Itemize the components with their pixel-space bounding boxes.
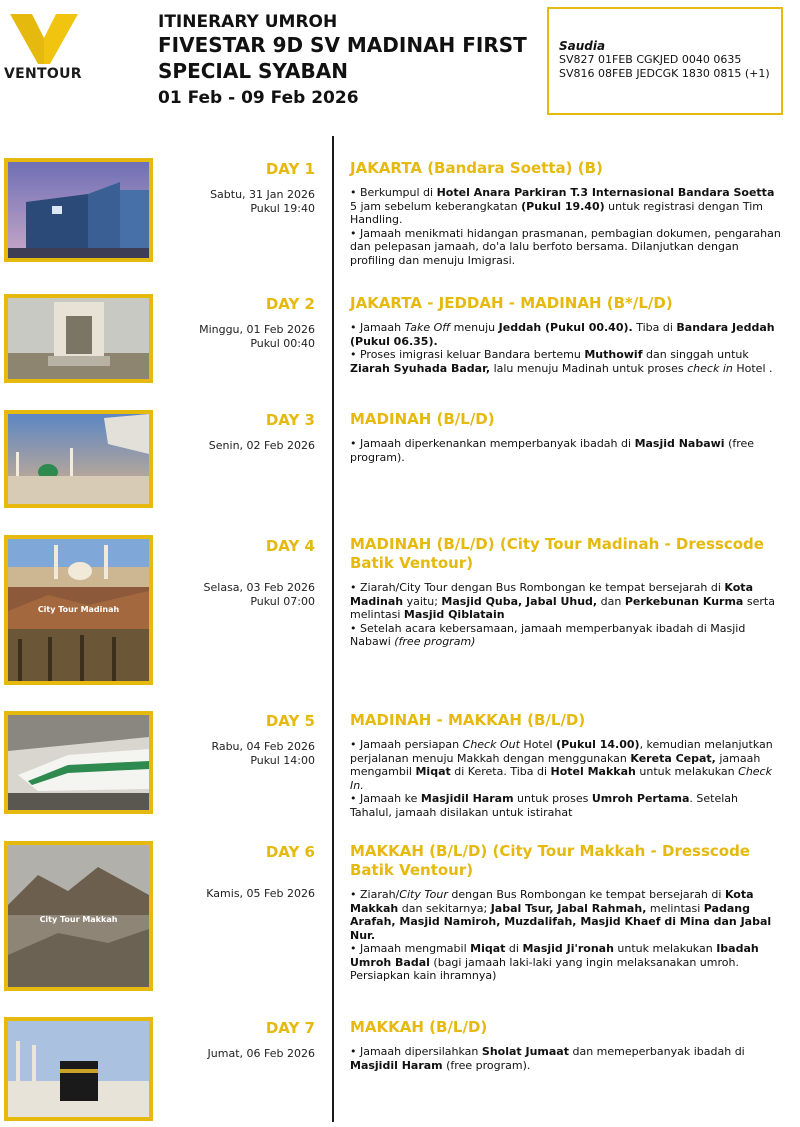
day-7-meta bbox=[160, 1019, 315, 1061]
day-3-desc bbox=[350, 437, 782, 464]
text-segment: menuju bbox=[450, 321, 499, 334]
day-6-body bbox=[350, 842, 782, 983]
text-segment: Masjidil Haram bbox=[420, 792, 514, 805]
day-1-image bbox=[4, 158, 153, 262]
badar-monument-image bbox=[8, 298, 149, 379]
day-4-desc-2 bbox=[350, 622, 782, 649]
text-segment: dengan Bus Rombongan ke tempat bersejarah di bbox=[447, 888, 725, 901]
text-segment: dan sekitarnya; bbox=[398, 901, 491, 915]
text-segment: 5 jam sebelum keberangkatan bbox=[350, 199, 522, 213]
trip-dates: 01 Feb - 09 Feb 2026 bbox=[158, 88, 359, 108]
text-segment: . Setelah Tahalul, jamaah disilakan untuk istirahat bbox=[350, 792, 738, 819]
high-speed-train-image bbox=[8, 715, 149, 810]
day-4-image bbox=[4, 535, 153, 685]
ventour-logo bbox=[4, 14, 84, 86]
text-segment: Ibadah Umroh Badal bbox=[350, 942, 759, 969]
text-segment: dan bbox=[597, 594, 625, 608]
text-segment: Ziarah Syuhada Badar, bbox=[350, 361, 491, 375]
text-segment: yaitu; bbox=[403, 594, 442, 608]
day-6-label: DAY 6 bbox=[265, 843, 315, 861]
text-segment: Take Off bbox=[404, 321, 451, 334]
day-5-time: Pukul 14:00 bbox=[250, 754, 315, 767]
day-6-desc-2 bbox=[350, 942, 782, 983]
day-6-image-caption: City Tour Makkah bbox=[39, 915, 118, 924]
day-2-desc bbox=[350, 321, 782, 348]
day-7-label: DAY 7 bbox=[265, 1019, 315, 1037]
day-4-time: Pukul 07:00 bbox=[250, 595, 315, 608]
text-segment: untuk melakukan bbox=[613, 942, 717, 955]
day-5-desc bbox=[350, 738, 782, 792]
day-4-label: DAY 4 bbox=[265, 537, 315, 555]
text-segment: lalu menuju Madinah untuk proses bbox=[490, 361, 688, 375]
day-2-label: DAY 2 bbox=[265, 295, 315, 313]
text-segment: Masjidil Haram bbox=[350, 1058, 443, 1072]
day-6-desc bbox=[350, 888, 782, 942]
text-segment: di bbox=[505, 942, 523, 955]
airline-name: Saudia bbox=[559, 39, 606, 53]
text-segment: dan memeperbanyak ibadah di bbox=[568, 1045, 745, 1058]
kaaba-image bbox=[8, 1021, 149, 1117]
text-segment: dan singgah untuk bbox=[642, 348, 749, 361]
day-5-image bbox=[4, 711, 153, 814]
text-segment: Perkebunan Kurma bbox=[624, 594, 744, 608]
day-6-image bbox=[4, 841, 153, 991]
day-2-meta bbox=[160, 295, 315, 351]
text-segment: • Ziarah/ bbox=[350, 888, 400, 901]
text-segment: Jabal Tsur, Jabal Rahmah, bbox=[490, 901, 647, 915]
day-2-time: Pukul 00:40 bbox=[250, 337, 315, 350]
day-3-meta bbox=[160, 411, 315, 453]
text-segment: Muthowif bbox=[584, 348, 643, 361]
day-6-title: MAKKAH (B/L/D) (City Tour Makkah - Dresscode Batik Ventour) bbox=[350, 842, 750, 879]
text-segment: • Jamaah mengmabil bbox=[350, 942, 471, 955]
text-segment: (Pukul 19.40) bbox=[521, 199, 605, 213]
text-segment: Hotel Makkah bbox=[550, 765, 636, 778]
day-7-desc bbox=[350, 1045, 782, 1072]
day-5-title: MADINAH - MAKKAH (B/L/D) bbox=[350, 711, 586, 729]
flight-leg-return: SV816 08FEB JEDCGK 1830 0815 (+1) bbox=[559, 67, 770, 80]
day-1-date: Sabtu, 31 Jan 2026 bbox=[210, 188, 315, 201]
text-segment: (free program). bbox=[350, 437, 755, 464]
day-3-image bbox=[4, 410, 153, 508]
text-segment: Tiba di bbox=[632, 321, 677, 334]
brand-name: VENTOUR bbox=[4, 66, 82, 82]
text-segment: Kereta Cepat, bbox=[630, 751, 716, 765]
title-line-3: SPECIAL SYABAN bbox=[158, 59, 348, 83]
text-segment: • Jamaah ke bbox=[350, 792, 421, 805]
day-1-time: Pukul 19:40 bbox=[250, 202, 315, 215]
text-segment: (bagi jamaah laki-laki yang ingin melaksanakan umroh. Persiapkan kain ihramnya) bbox=[350, 955, 739, 982]
day-3-date: Senin, 02 Feb 2026 bbox=[208, 439, 315, 452]
text-segment: Sholat Jumaat bbox=[481, 1045, 569, 1058]
day-3-title: MADINAH (B/L/D) bbox=[350, 410, 495, 428]
timeline-divider bbox=[332, 136, 334, 1122]
day-3-body bbox=[350, 410, 782, 464]
day-6-date: Kamis, 05 Feb 2026 bbox=[206, 887, 315, 900]
text-segment: Masjid Qiblatain bbox=[403, 608, 505, 621]
day-2-date: Minggu, 01 Feb 2026 bbox=[199, 323, 315, 336]
day-2-title: JAKARTA - JEDDAH - MADINAH (B*/L/D) bbox=[350, 294, 673, 312]
day-7-image bbox=[4, 1017, 153, 1121]
text-segment: Jeddah (Pukul 00.40). bbox=[498, 321, 633, 334]
text-segment: • Ziarah/City Tour dengan Bus Rombongan ke tempat bersejarah di bbox=[350, 581, 725, 594]
day-7-date: Jumat, 06 Feb 2026 bbox=[207, 1047, 315, 1060]
text-segment: • Jamaah bbox=[350, 321, 405, 334]
day-1-desc bbox=[350, 186, 782, 227]
day-7-title: MAKKAH (B/L/D) bbox=[350, 1018, 488, 1036]
text-segment: Miqat bbox=[470, 942, 506, 955]
text-segment: melintasi bbox=[646, 901, 704, 915]
text-segment: Masjid Nabawi bbox=[634, 437, 725, 450]
day-4-date: Selasa, 03 Feb 2026 bbox=[203, 581, 315, 594]
text-segment: serta melintasi bbox=[350, 594, 775, 621]
text-segment: (free program) bbox=[394, 635, 476, 648]
text-segment: (Pukul 14.00) bbox=[556, 738, 640, 751]
day-2-body bbox=[350, 294, 782, 375]
day-4-meta bbox=[160, 537, 315, 609]
day-3-label: DAY 3 bbox=[265, 411, 315, 429]
text-segment: Bandara Jeddah (Pukul 06.35). bbox=[350, 321, 775, 348]
text-segment: Hotel . bbox=[732, 361, 773, 375]
text-segment: untuk melakukan bbox=[635, 765, 739, 778]
text-segment: Hotel bbox=[519, 738, 557, 751]
day-5-body bbox=[350, 711, 782, 819]
day-4-title: MADINAH (B/L/D) (City Tour Madinah - Dresscode Batik Ventour) bbox=[350, 535, 764, 572]
text-segment: Miqat bbox=[415, 765, 451, 778]
text-segment: • Jamaah diperkenankan memperbanyak ibadah di bbox=[350, 437, 635, 450]
day-5-date: Rabu, 04 Feb 2026 bbox=[211, 740, 315, 753]
text-segment: Check Out bbox=[462, 738, 520, 751]
text-segment: Check In. bbox=[350, 765, 772, 792]
text-segment: (free program). bbox=[442, 1058, 531, 1072]
title-line-2: FIVESTAR 9D SV MADINAH FIRST bbox=[158, 33, 527, 57]
day-1-title: JAKARTA (Bandara Soetta) (B) bbox=[350, 159, 603, 177]
text-segment: jamaah mengambil bbox=[350, 751, 761, 778]
hotel-building-image bbox=[8, 162, 149, 258]
text-segment: • Setelah acara kebersamaan, jamaah memperbanyak ibadah di Masjid Nabawi bbox=[350, 621, 746, 648]
day-4-image-caption: City Tour Madinah bbox=[37, 605, 120, 614]
text-segment: • Berkumpul di bbox=[350, 186, 437, 199]
day-5-meta bbox=[160, 712, 315, 768]
text-segment: • Jamaah menikmati hidangan prasmanan, pembagian dokumen, pengarahan dan pelepasan jamaah, do'a lalu berfoto bersama. Dilanjutkan dengan profiling dan menuju Imigrasi. bbox=[350, 226, 781, 267]
day-1-label: DAY 1 bbox=[265, 160, 315, 178]
day-5-label: DAY 5 bbox=[265, 712, 315, 730]
day-1-desc-2 bbox=[350, 227, 782, 268]
day-2-image bbox=[4, 294, 153, 383]
day-4-body bbox=[350, 535, 782, 649]
ventour-logo-icon bbox=[10, 14, 78, 64]
text-segment: City Tour bbox=[399, 888, 448, 901]
text-segment: Kota Makkah bbox=[350, 888, 754, 915]
flight-leg-outbound: SV827 01FEB CGKJED 0040 0635 bbox=[559, 53, 742, 66]
text-segment: • Proses imigrasi keluar Bandara bertemu bbox=[350, 348, 585, 361]
text-segment: • Jamaah dipersilahkan bbox=[350, 1045, 482, 1058]
day-6-meta bbox=[160, 843, 315, 901]
day-7-body bbox=[350, 1018, 782, 1072]
day-2-desc-2 bbox=[350, 348, 782, 375]
day-4-desc bbox=[350, 581, 782, 622]
day-5-desc-2 bbox=[350, 792, 782, 819]
text-segment: check in bbox=[687, 361, 733, 375]
text-segment: Kota Madinah bbox=[350, 581, 753, 608]
text-segment: Masjid Ji'ronah bbox=[522, 942, 614, 955]
text-segment: Hotel Anara Parkiran T.3 Internasional Bandara Soetta bbox=[436, 186, 775, 199]
day-1-meta bbox=[160, 160, 315, 216]
text-segment: untuk proses bbox=[513, 792, 592, 805]
masjid-nabawi-image bbox=[8, 414, 149, 504]
title-line-1: ITINERARY UMROH bbox=[158, 12, 338, 32]
text-segment: Masjid Quba, Jabal Uhud, bbox=[441, 594, 598, 608]
text-segment: untuk registrasi dengan Tim Handling. bbox=[350, 199, 763, 226]
day-1-body bbox=[350, 159, 782, 267]
flight-info-box bbox=[547, 7, 783, 115]
text-segment: , kemudian melanjutkan perjalanan menuju Makkah dengan menggunakan bbox=[350, 738, 773, 765]
text-segment: di Kereta. Tiba di bbox=[450, 765, 551, 778]
text-segment: Umroh Pertama bbox=[591, 792, 690, 805]
text-segment: Padang Arafah, Masjid Namiroh, Muzdalifah, Masjid Khaef di Mina dan Jabal Nur. bbox=[350, 901, 772, 942]
itinerary-title bbox=[158, 12, 548, 110]
text-segment: • Jamaah persiapan bbox=[350, 738, 463, 751]
